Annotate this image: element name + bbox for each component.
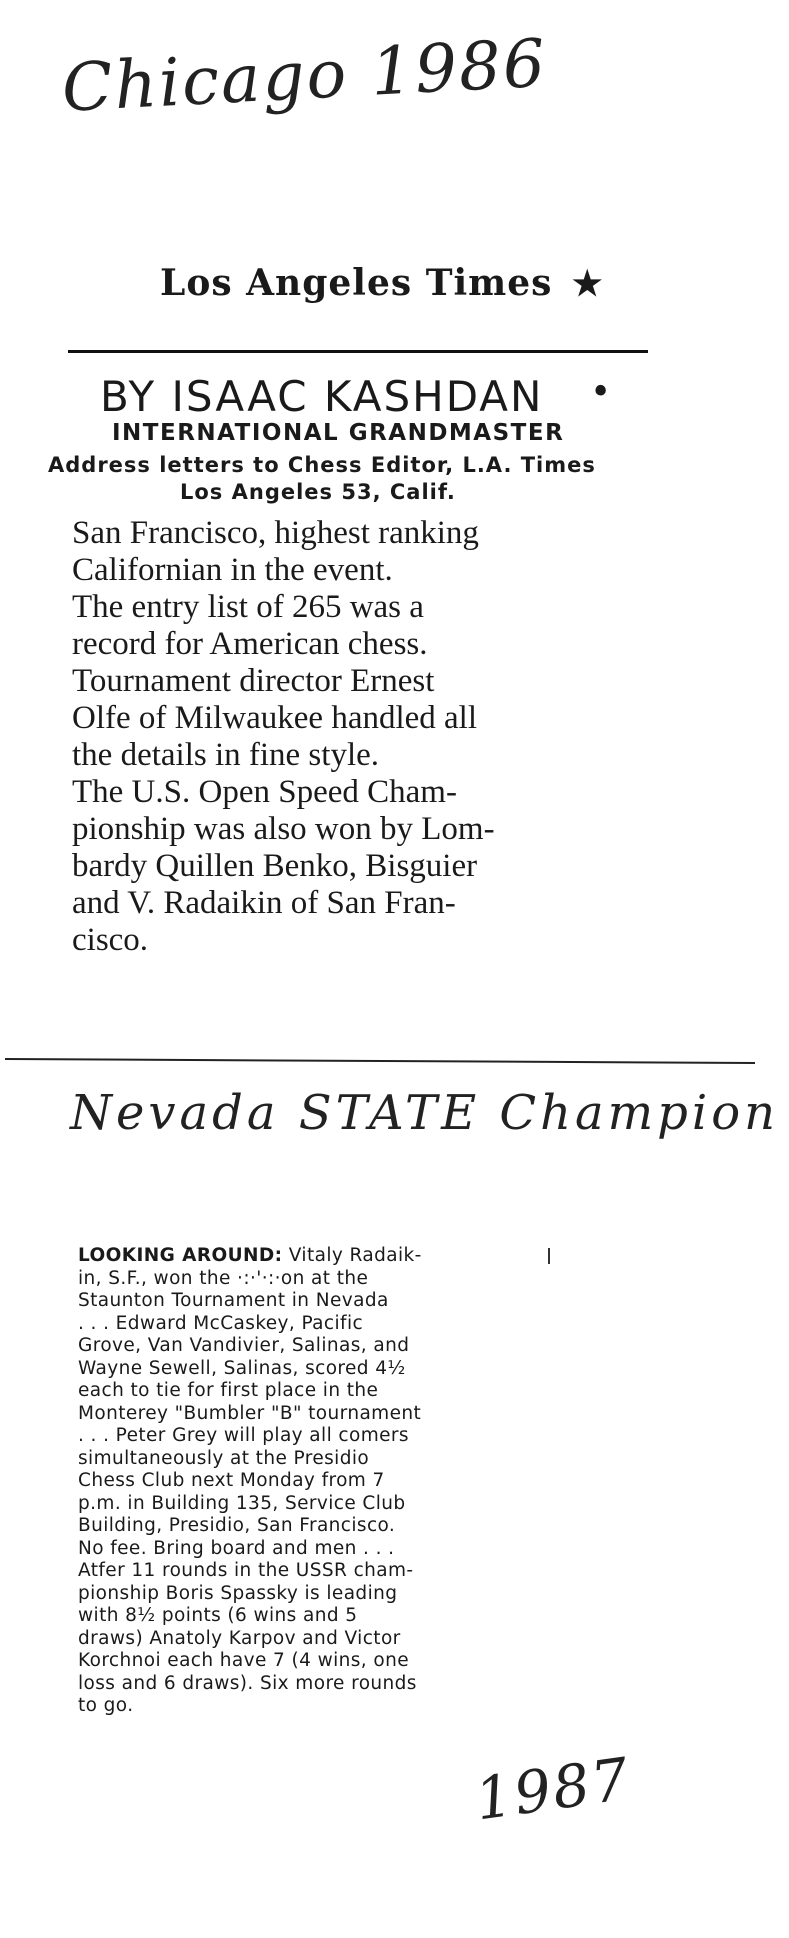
clipping-line: Building, Presidio, San Francisco.: [78, 1515, 396, 1536]
clipping-line: No fee. Bring board and men . . .: [78, 1537, 395, 1559]
article-line: bardy Quillen Benko, Bisguier: [72, 848, 478, 884]
byline-bullet-icon: •: [590, 372, 612, 413]
masthead-title: Los Angeles Times: [160, 262, 553, 304]
article-line: and V. Radaikin of San Fran-: [72, 885, 456, 921]
clipping-line: p.m. in Building 135, Service Club: [78, 1492, 406, 1514]
article-line: Californian in the event.: [72, 552, 393, 588]
article-body: [72, 515, 647, 959]
clipping-line: Grove, Van Vandivier, Salinas, and: [78, 1335, 410, 1356]
author-title: INTERNATIONAL GRANDMASTER: [112, 420, 565, 446]
address-line-2: Los Angeles 53, Calif.: [180, 480, 456, 504]
article-line: The entry list of 265 was a: [72, 589, 424, 625]
clipping-line: Wayne Sewell, Salinas, scored 4½: [78, 1357, 406, 1379]
address-line-1: Address letters to Chess Editor, L.A. Times: [48, 453, 596, 477]
clipping-line: Monterey "Bumbler "B" tournament: [78, 1402, 422, 1424]
article-line: San Francisco, highest ranking: [72, 515, 479, 551]
clipping-line: Chess Club next Monday from 7: [78, 1470, 385, 1491]
article-line: The U.S. Open Speed Cham-: [72, 774, 457, 810]
clipping-line: simultaneously at the Presidio: [78, 1447, 370, 1469]
second-clipping: [78, 1245, 523, 1718]
clipping-line: pionship Boris Spassky is leading: [78, 1582, 398, 1604]
article-line: pionship was also won by Lom-: [72, 811, 495, 847]
clipping-line: . . . Peter Grey will play all comers: [78, 1425, 409, 1446]
clipping-line: [78, 1245, 523, 1268]
clipping-divider: [5, 1058, 755, 1064]
handwritten-note-chicago-1986: Chicago 1986: [60, 24, 549, 127]
article-line: the details in fine style.: [72, 737, 380, 773]
clipping-line: each to tie for first place in the: [78, 1380, 379, 1401]
masthead-rule: [68, 350, 648, 353]
byline: BY ISAAC KASHDAN: [100, 372, 544, 421]
article-line: Olfe of Milwaukee handled all: [72, 700, 478, 736]
article-line: record for American chess.: [72, 626, 428, 662]
lead-in: LOOKING AROUND:: [78, 1245, 283, 1266]
clipping-text: Vitaly Radaik-: [282, 1245, 422, 1266]
article-line: Tournament director Ernest: [72, 663, 435, 699]
clipping-line: Staunton Tournament in Nevada: [78, 1290, 389, 1311]
clipping-line: with 8½ points (6 wins and 5: [78, 1605, 358, 1626]
clipping-line: Atfer 11 rounds in the USSR cham-: [78, 1560, 414, 1581]
article-line: cisco.: [72, 922, 149, 958]
clipping-line: loss and 6 draws). Six more rounds: [78, 1672, 417, 1694]
clipping-line: in, S.F., won the ·:·'·:·on at the: [78, 1267, 369, 1289]
clipping-line: draws) Anatoly Karpov and Victor: [78, 1627, 401, 1649]
clipping-line: to go.: [78, 1695, 134, 1716]
star-icon: ★: [571, 264, 604, 304]
clipping-line: Korchnoi each have 7 (4 wins, one: [78, 1650, 409, 1671]
newspaper-masthead: [160, 262, 640, 304]
handwritten-note-1987: 1987: [471, 1744, 635, 1834]
clipping-line: . . . Edward McCaskey, Pacific: [78, 1312, 364, 1334]
handwritten-note-nevada-champion: Nevada STATE Champion: [70, 1085, 780, 1141]
clipping-edge-mark: [548, 1248, 550, 1264]
